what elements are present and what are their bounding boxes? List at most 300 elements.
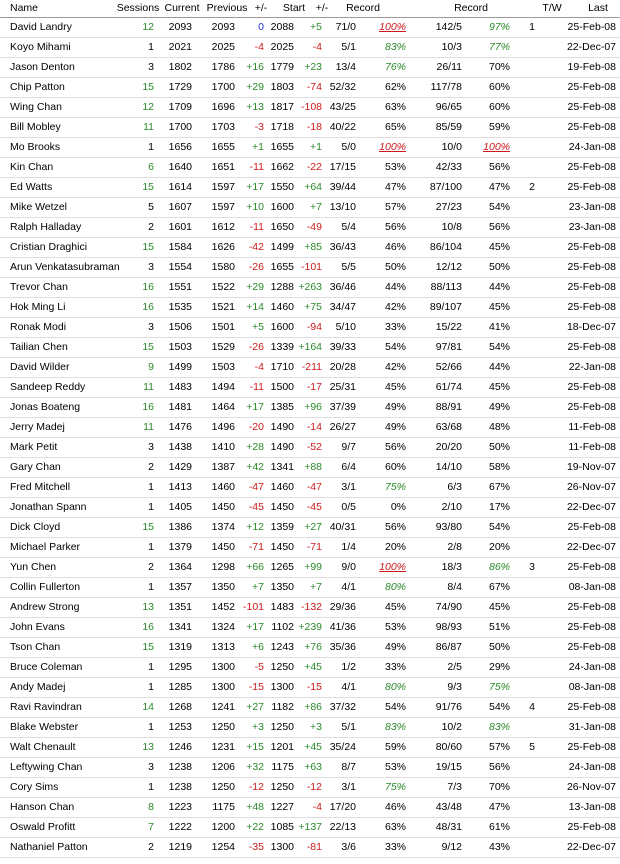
cell-tw: 3 (529, 561, 535, 573)
cell-previous: 1231 (211, 741, 235, 753)
cell-record2: 86/104 (429, 241, 462, 253)
cell-previous: 1597 (211, 201, 235, 213)
cell-pct2: 67% (488, 581, 510, 593)
cell-name: Jason Denton (10, 61, 75, 73)
cell-record: 13/4 (335, 61, 356, 73)
cell-delta: -4 (254, 361, 264, 373)
cell-pct: 33% (384, 661, 406, 673)
cell-delta2: +96 (304, 401, 322, 413)
cell-previous: 1522 (211, 281, 235, 293)
header-delta2[interactable]: +/- (315, 2, 329, 14)
cell-current: 1357 (168, 581, 192, 593)
cell-pct2: 44% (488, 361, 510, 373)
cell-pct: 20% (384, 541, 406, 553)
cell-pct2: 51% (488, 621, 510, 633)
cell-start: 1350 (270, 581, 294, 593)
header-record[interactable]: Record (346, 2, 380, 14)
cell-delta: +48 (246, 801, 264, 813)
cell-pct: 54% (384, 341, 406, 353)
cell-record: 41/36 (329, 621, 356, 633)
cell-delta: -11 (249, 221, 264, 233)
cell-record: 9/7 (341, 441, 356, 453)
cell-name: Bill Mobley (10, 121, 61, 133)
cell-record2: 88/113 (430, 281, 462, 293)
cell-record2: 74/90 (435, 601, 462, 613)
cell-delta2: +239 (298, 621, 322, 633)
table-row (0, 198, 620, 218)
cell-name: Cristian Draghici (10, 241, 88, 253)
table-row (0, 538, 620, 558)
cell-last: 24-Jan-08 (568, 761, 616, 773)
cell-record: 35/36 (329, 641, 356, 653)
table-row (0, 158, 620, 178)
cell-pct2: 61% (488, 821, 510, 833)
cell-current: 1295 (168, 661, 192, 673)
cell-previous: 1496 (211, 421, 235, 433)
cell-sessions: 5 (148, 201, 154, 213)
cell-record: 36/43 (329, 241, 356, 253)
cell-record: 9/0 (341, 561, 356, 573)
cell-record2: 26/11 (436, 61, 462, 73)
table-row (0, 718, 620, 738)
cell-current: 1413 (168, 481, 192, 493)
cell-delta: +28 (246, 441, 264, 453)
table-row (0, 78, 620, 98)
cell-pct2: 70% (488, 781, 510, 793)
cell-record2: 9/3 (447, 681, 462, 693)
cell-start: 1250 (270, 721, 294, 733)
cell-last: 26-Nov-07 (566, 781, 616, 793)
table-row (0, 838, 620, 858)
cell-pct2: 29% (488, 661, 510, 673)
cell-pct2: 45% (488, 601, 510, 613)
cell-start: 1300 (270, 841, 294, 853)
cell-start: 1662 (270, 161, 294, 173)
cell-current: 1246 (168, 741, 192, 753)
cell-pct2: 45% (488, 241, 510, 253)
cell-delta: -15 (248, 681, 264, 693)
cell-previous: 1241 (211, 701, 235, 713)
cell-start: 1779 (270, 61, 294, 73)
cell-sessions: 15 (142, 521, 154, 533)
cell-delta: 0 (258, 21, 264, 33)
cell-start: 2088 (270, 21, 294, 33)
cell-delta: +6 (252, 641, 264, 653)
cell-record: 35/24 (329, 741, 356, 753)
cell-previous: 1786 (211, 61, 235, 73)
cell-current: 1219 (168, 841, 192, 853)
cell-start: 1550 (270, 181, 294, 193)
cell-pct: 46% (384, 801, 406, 813)
cell-last: 25-Feb-08 (567, 401, 616, 413)
cell-delta: -101 (242, 601, 264, 613)
cell-delta: +10 (246, 201, 264, 213)
cell-pct2: 20% (488, 541, 510, 553)
cell-delta: +7 (252, 581, 264, 593)
cell-delta2: +99 (304, 561, 322, 573)
cell-delta2: +63 (304, 761, 322, 773)
cell-record2: 27/23 (435, 201, 462, 213)
header-current[interactable]: Current (164, 2, 200, 14)
cell-record: 20/28 (329, 361, 356, 373)
cell-previous: 1612 (211, 221, 235, 233)
header-delta[interactable]: +/- (254, 2, 268, 14)
cell-record2: 2/10 (441, 501, 462, 513)
cell-previous: 1300 (211, 681, 235, 693)
cell-pct: 100% (379, 561, 406, 573)
cell-pct: 65% (384, 121, 406, 133)
cell-name: Ronak Modi (10, 321, 67, 333)
cell-pct: 49% (384, 421, 406, 433)
table-header (0, 0, 620, 18)
cell-name: Mark Petit (10, 441, 58, 453)
cell-last: 25-Feb-08 (567, 561, 616, 573)
cell-pct2: 49% (488, 401, 510, 413)
cell-sessions: 11 (143, 421, 154, 433)
cell-current: 1506 (168, 321, 192, 333)
cell-record2: 96/65 (435, 101, 462, 113)
cell-current: 1607 (168, 201, 192, 213)
cell-last: 24-Jan-08 (568, 141, 616, 153)
cell-record2: 10/0 (441, 141, 462, 153)
table-row (0, 138, 620, 158)
cell-delta: -11 (249, 381, 264, 393)
cell-delta: -47 (248, 481, 264, 493)
table-row (0, 578, 620, 598)
cell-record: 0/5 (341, 501, 356, 513)
cell-delta2: +76 (304, 641, 322, 653)
cell-record2: 86/87 (435, 641, 462, 653)
cell-current: 1319 (168, 641, 192, 653)
cell-last: 25-Feb-08 (567, 821, 616, 833)
cell-current: 2093 (168, 21, 192, 33)
cell-start: 1385 (270, 401, 294, 413)
cell-sessions: 1 (148, 721, 154, 733)
cell-start: 1300 (270, 681, 294, 693)
header-last[interactable]: Last (588, 2, 608, 14)
cell-sessions: 15 (142, 641, 154, 653)
cell-previous: 1410 (211, 441, 235, 453)
cell-record: 5/1 (341, 41, 356, 53)
cell-current: 1405 (168, 501, 192, 513)
cell-tw: 4 (529, 701, 535, 713)
cell-record: 36/46 (329, 281, 356, 293)
cell-record: 5/5 (341, 261, 356, 273)
cell-sessions: 3 (148, 61, 154, 73)
cell-pct2: 77% (488, 41, 510, 53)
cell-record2: 7/3 (447, 781, 462, 793)
cell-record2: 88/91 (435, 401, 462, 413)
cell-sessions: 1 (148, 41, 154, 53)
cell-record2: 61/74 (435, 381, 462, 393)
cell-record: 39/33 (329, 341, 356, 353)
header-record2[interactable]: Record (454, 2, 488, 14)
cell-record2: 85/59 (435, 121, 462, 133)
cell-delta: +12 (246, 521, 264, 533)
cell-last: 26-Nov-07 (566, 481, 616, 493)
cell-record2: 42/33 (435, 161, 462, 173)
cell-name: Arun Venkatasubraman (10, 261, 120, 273)
cell-delta2: +45 (304, 661, 322, 673)
cell-delta: +16 (246, 61, 264, 73)
cell-pct: 49% (384, 401, 406, 413)
cell-last: 25-Feb-08 (567, 101, 616, 113)
header-name[interactable]: Name (10, 2, 39, 14)
cell-record2: 91/76 (435, 701, 462, 713)
cell-record2: 9/12 (441, 841, 462, 853)
cell-sessions: 2 (148, 461, 154, 473)
cell-sessions: 13 (142, 741, 154, 753)
cell-last: 18-Dec-07 (566, 321, 616, 333)
cell-sessions: 1 (148, 661, 154, 673)
cell-pct: 56% (384, 221, 406, 233)
table-row (0, 318, 620, 338)
cell-start: 1655 (270, 261, 294, 273)
cell-sessions: 11 (143, 121, 154, 133)
cell-start: 1600 (270, 201, 294, 213)
cell-delta: +32 (246, 761, 264, 773)
cell-record2: 12/12 (435, 261, 462, 273)
cell-pct: 57% (384, 201, 406, 213)
cell-sessions: 3 (148, 321, 154, 333)
cell-pct: 80% (384, 681, 406, 693)
cell-delta2: +5 (310, 21, 322, 33)
cell-record2: 10/3 (441, 41, 462, 53)
cell-delta2: -108 (300, 101, 322, 113)
cell-start: 1227 (270, 801, 294, 813)
cell-previous: 1494 (211, 381, 235, 393)
cell-record: 5/1 (341, 721, 356, 733)
cell-current: 1499 (168, 361, 192, 373)
cell-delta: -45 (248, 501, 264, 513)
cell-current: 1551 (168, 281, 192, 293)
cell-record2: 6/3 (447, 481, 462, 493)
cell-sessions: 12 (142, 101, 154, 113)
table-row (0, 558, 620, 578)
cell-last: 25-Feb-08 (567, 301, 616, 313)
cell-record2: 8/4 (447, 581, 462, 593)
cell-pct: 100% (379, 141, 406, 153)
cell-delta2: -18 (306, 121, 322, 133)
cell-record: 52/32 (329, 81, 356, 93)
cell-current: 1438 (168, 441, 192, 453)
cell-pct2: 45% (488, 301, 510, 313)
cell-sessions: 8 (148, 801, 154, 813)
cell-delta: -20 (248, 421, 264, 433)
header-tw[interactable]: T/W (542, 2, 562, 14)
cell-delta2: -12 (306, 781, 322, 793)
cell-previous: 1387 (211, 461, 235, 473)
cell-start: 1460 (270, 481, 294, 493)
cell-previous: 1300 (211, 661, 235, 673)
cell-sessions: 9 (148, 361, 154, 373)
cell-name: Ed Watts (10, 181, 53, 193)
cell-last: 25-Feb-08 (567, 161, 616, 173)
cell-last: 08-Jan-08 (568, 681, 616, 693)
cell-sessions: 1 (148, 681, 154, 693)
cell-last: 25-Feb-08 (567, 521, 616, 533)
cell-delta2: +164 (298, 341, 322, 353)
cell-sessions: 3 (148, 261, 154, 273)
cell-record2: 20/20 (435, 441, 462, 453)
cell-pct2: 67% (488, 481, 510, 493)
cell-name: Walt Chenault (10, 741, 76, 753)
table-row (0, 338, 620, 358)
cell-current: 1601 (168, 221, 192, 233)
cell-name: Tson Chan (10, 641, 61, 653)
header-start[interactable]: Start (282, 2, 306, 14)
cell-sessions: 3 (148, 441, 154, 453)
cell-delta2: +64 (304, 181, 322, 193)
cell-current: 1503 (168, 341, 192, 353)
cell-record2: 2/8 (447, 541, 462, 553)
cell-start: 1460 (270, 301, 294, 313)
cell-record2: 93/80 (435, 521, 462, 533)
cell-pct: 75% (384, 781, 406, 793)
cell-last: 11-Feb-08 (568, 421, 616, 433)
cell-name: Ravi Ravindran (10, 701, 82, 713)
table-row (0, 378, 620, 398)
cell-pct: 54% (384, 701, 406, 713)
table-row (0, 798, 620, 818)
cell-sessions: 7 (148, 821, 154, 833)
cell-previous: 1503 (211, 361, 235, 373)
cell-last: 25-Feb-08 (567, 261, 616, 273)
cell-previous: 1626 (211, 241, 235, 253)
cell-previous: 1651 (211, 161, 235, 173)
cell-start: 1339 (270, 341, 294, 353)
cell-pct: 53% (384, 161, 406, 173)
cell-name: Blake Webster (10, 721, 79, 733)
header-sessions[interactable]: Sessions (116, 2, 160, 14)
header-previous[interactable]: Previous (206, 2, 248, 14)
cell-sessions: 14 (142, 701, 154, 713)
cell-start: 1102 (271, 621, 294, 633)
cell-tw: 5 (529, 741, 535, 753)
cell-pct2: 47% (488, 801, 510, 813)
cell-delta2: +137 (298, 821, 322, 833)
cell-record2: 117/78 (430, 81, 462, 93)
cell-pct: 53% (384, 761, 406, 773)
table-row (0, 818, 620, 838)
table-row (0, 98, 620, 118)
cell-previous: 2093 (211, 21, 235, 33)
cell-current: 1481 (168, 401, 192, 413)
cell-start: 1265 (270, 561, 294, 573)
cell-pct2: 57% (488, 741, 510, 753)
cell-last: 25-Feb-08 (567, 241, 616, 253)
cell-name: Jerry Madej (10, 421, 65, 433)
cell-name: John Evans (10, 621, 65, 633)
cell-delta2: +86 (304, 701, 322, 713)
cell-sessions: 2 (148, 561, 154, 573)
cell-previous: 1250 (211, 781, 235, 793)
cell-pct: 42% (384, 361, 406, 373)
cell-start: 1085 (270, 821, 294, 833)
cell-delta2: -71 (306, 541, 322, 553)
cell-current: 1535 (168, 301, 192, 313)
table-row (0, 298, 620, 318)
cell-name: Yun Chen (10, 561, 57, 573)
cell-record2: 89/107 (429, 301, 462, 313)
cell-record2: 80/60 (435, 741, 462, 753)
table-row (0, 518, 620, 538)
cell-name: Leftywing Chan (10, 761, 83, 773)
cell-record2: 48/31 (435, 821, 462, 833)
cell-name: Koyo Mihami (10, 41, 71, 53)
cell-name: Cory Sims (10, 781, 59, 793)
table-row (0, 278, 620, 298)
cell-record: 25/31 (329, 381, 356, 393)
cell-delta2: +27 (304, 521, 322, 533)
cell-last: 22-Jan-08 (568, 361, 616, 373)
table-row (0, 498, 620, 518)
table-row (0, 418, 620, 438)
cell-pct: 33% (384, 321, 406, 333)
cell-record: 17/15 (329, 161, 356, 173)
cell-delta2: +3 (310, 721, 322, 733)
cell-last: 25-Feb-08 (567, 21, 616, 33)
cell-pct: 0% (390, 501, 406, 513)
cell-sessions: 6 (148, 161, 154, 173)
cell-start: 1250 (270, 781, 294, 793)
cell-delta2: +85 (304, 241, 322, 253)
cell-delta2: -101 (300, 261, 322, 273)
cell-current: 1429 (168, 461, 192, 473)
cell-pct2: 86% (488, 561, 510, 573)
cell-previous: 1521 (211, 301, 235, 313)
cell-record: 3/6 (341, 841, 356, 853)
table-row (0, 698, 620, 718)
cell-record: 37/32 (329, 701, 356, 713)
cell-previous: 1580 (211, 261, 235, 273)
cell-delta: -5 (254, 661, 264, 673)
cell-current: 1709 (168, 101, 192, 113)
cell-record: 3/1 (341, 481, 356, 493)
cell-start: 1718 (270, 121, 294, 133)
cell-name: Tailian Chen (10, 341, 68, 353)
cell-delta2: -47 (306, 481, 322, 493)
cell-start: 1600 (270, 321, 294, 333)
cell-sessions: 13 (142, 601, 154, 613)
cell-name: Sandeep Reddy (10, 381, 86, 393)
cell-previous: 1464 (211, 401, 235, 413)
cell-delta: -4 (254, 41, 264, 53)
cell-current: 1483 (168, 381, 192, 393)
cell-previous: 2025 (211, 41, 235, 53)
cell-current: 1386 (168, 521, 192, 533)
cell-delta2: +263 (298, 281, 322, 293)
cell-delta2: -132 (300, 601, 322, 613)
cell-delta: -35 (248, 841, 264, 853)
table-row (0, 618, 620, 638)
cell-start: 1450 (270, 541, 294, 553)
cell-previous: 1703 (211, 121, 235, 133)
cell-record2: 52/66 (435, 361, 462, 373)
cell-pct2: 50% (488, 641, 510, 653)
cell-name: Hok Ming Li (10, 301, 66, 313)
cell-name: Mo Brooks (10, 141, 61, 153)
cell-pct2: 54% (488, 341, 510, 353)
cell-name: Fred Mitchell (10, 481, 71, 493)
cell-last: 19-Feb-08 (567, 61, 616, 73)
table-row (0, 38, 620, 58)
cell-start: 1359 (270, 521, 294, 533)
cell-pct: 62% (384, 81, 406, 93)
cell-delta: -12 (248, 781, 264, 793)
cell-previous: 1175 (212, 801, 235, 813)
cell-start: 1490 (270, 421, 294, 433)
